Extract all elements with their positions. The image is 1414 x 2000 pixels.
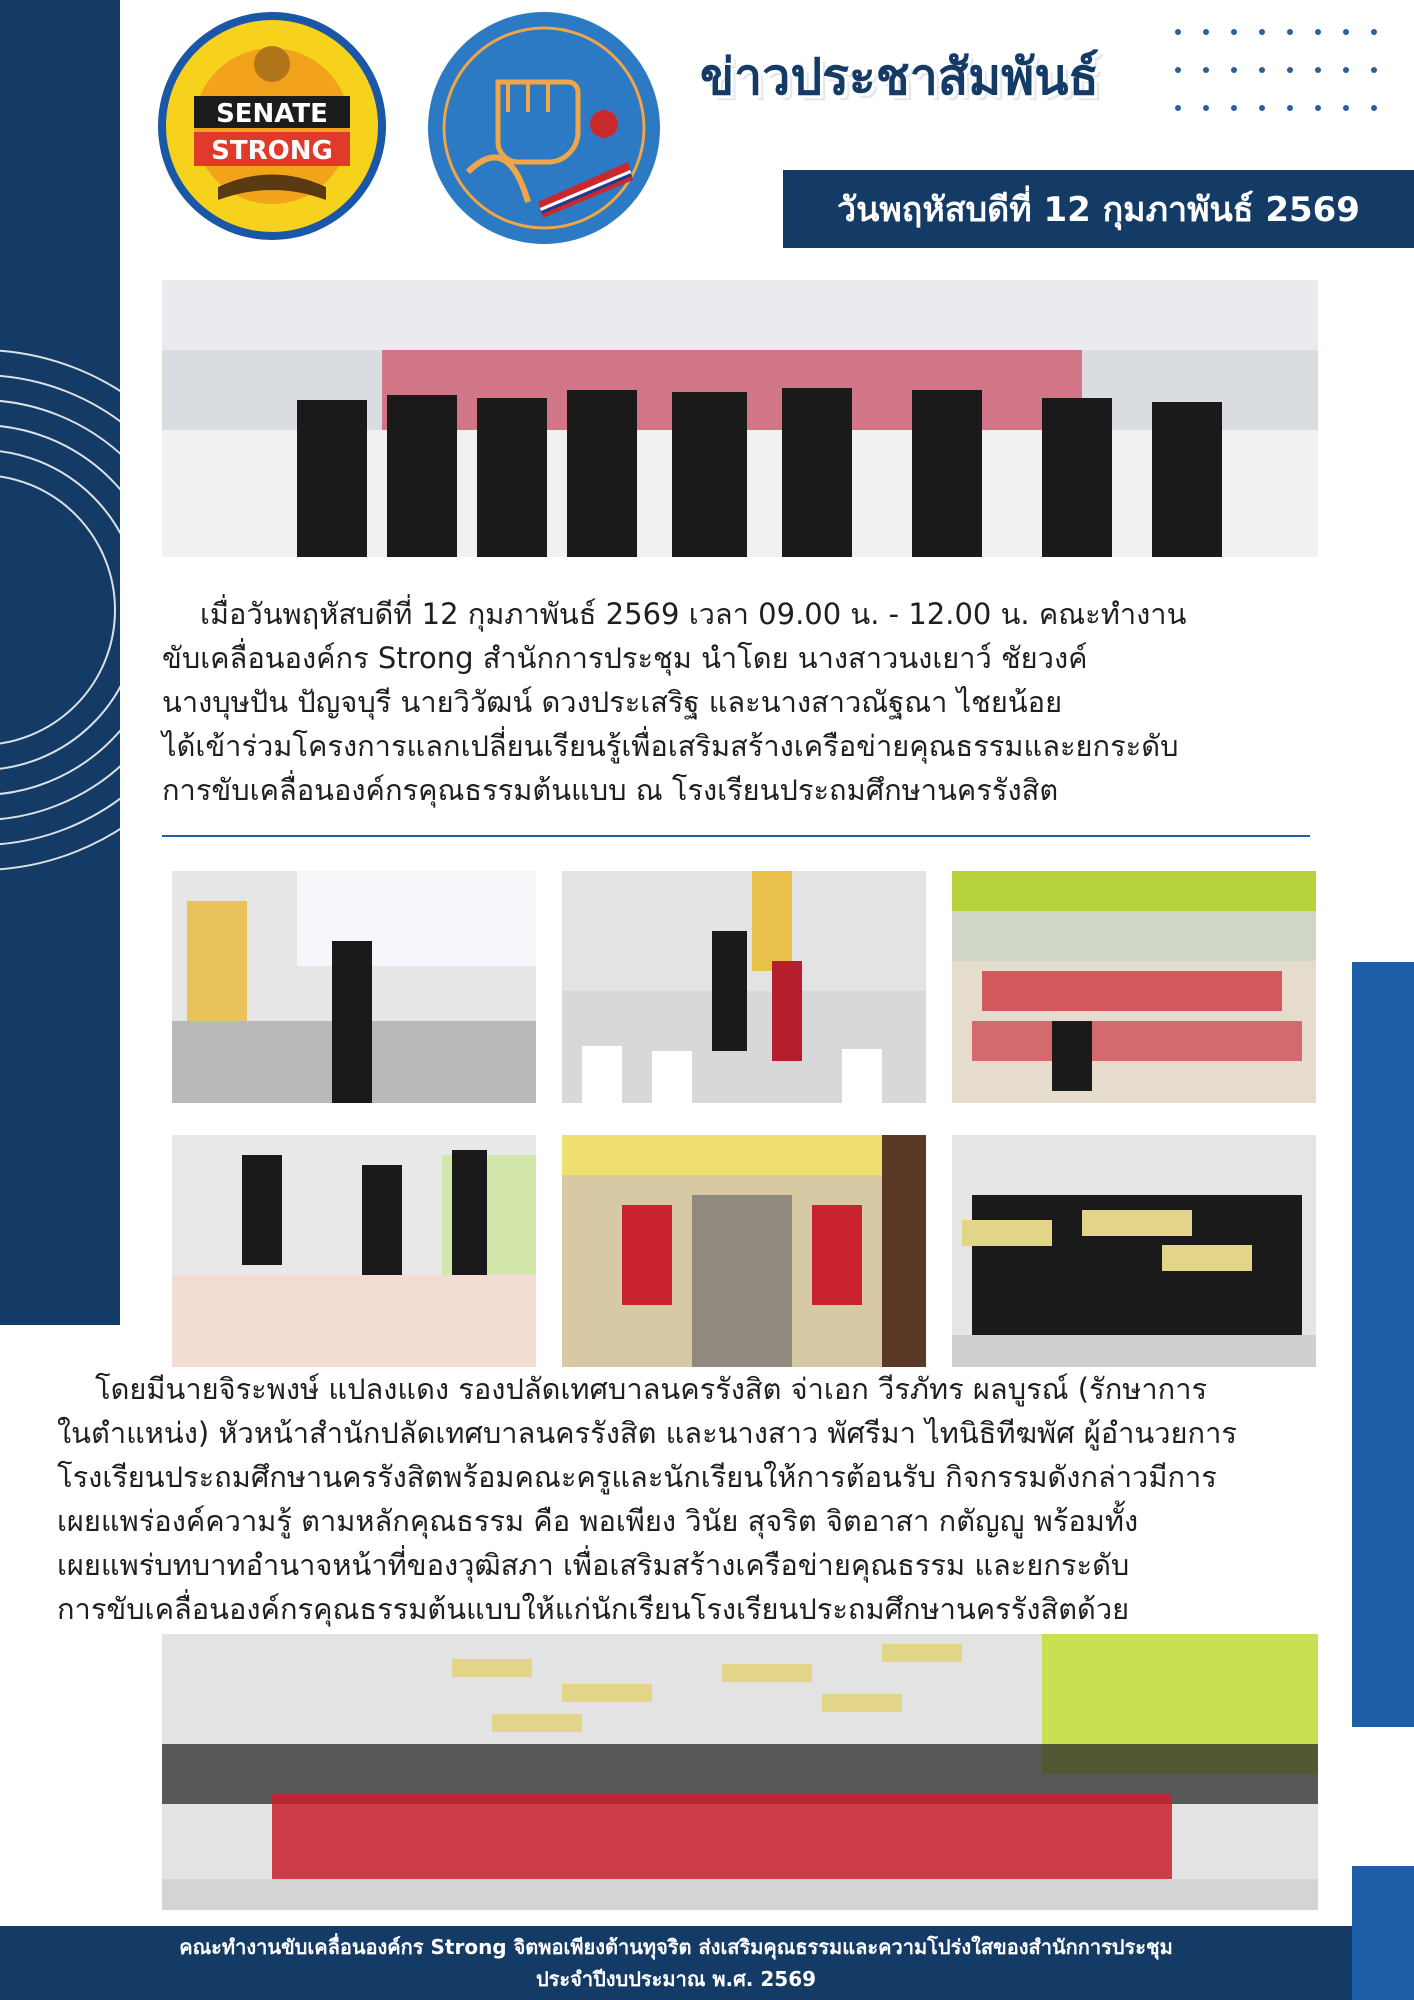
details-paragraph	[57, 1367, 1347, 1631]
group-photo-top	[162, 280, 1318, 557]
svg-text:STRONG: STRONG	[211, 136, 333, 166]
photo-hallway-students	[562, 1135, 926, 1367]
details-line-1: โดยมีนายจิระพงษ์ แปลงแดง รองปลัดเทศบาลนครรังสิต จ่าเอก วีรภัทร ผลบูรณ์ (รักษาการ	[95, 1372, 1208, 1406]
photo-speaker	[172, 871, 536, 1103]
details-line-3: โรงเรียนประถมศึกษานครรังสิตพร้อมคณะครูและนักเรียนให้การต้อนรับ กิจกรรมดังกล่าวมีการ	[57, 1460, 1217, 1494]
photo-stage-students	[562, 871, 926, 1103]
intro-line-3: นางบุษปัน ปัญจบุรี นายวิวัฒน์ ดวงประเสริฐ และนางสาวณัฐณา ไชยน้อย	[162, 685, 1063, 719]
intro-line-4: ได้เข้าร่วมโครงการแลกเปลี่ยนเรียนรู้เพื่อเสริมสร้างเครือข่ายคุณธรรมและยกระดับ	[162, 729, 1179, 763]
senate-strong-logo	[158, 12, 386, 240]
intro-paragraph	[162, 592, 1342, 812]
details-line-5: เผยแพร่บทบาทอำนาจหน้าที่ของวุฒิสภา เพื่อเสริมสร้างเครือข่ายคุณธรรม และยกระดับ	[57, 1548, 1130, 1582]
photo-students-hands	[172, 1135, 536, 1367]
details-line-4: เผยแพร่องค์ความรู้ ตามหลักคุณธรรม คือ พอเพียง วินัย สุจริต จิตอาสา กตัญญู พร้อมทั้ง	[57, 1504, 1139, 1538]
footer-banner	[0, 1926, 1352, 2000]
group-photo-bottom	[162, 1634, 1318, 1910]
decorative-arcs	[0, 330, 130, 890]
svg-text:SENATE: SENATE	[216, 99, 328, 129]
section-divider	[162, 835, 1310, 837]
right-decorative-bar	[1352, 962, 1414, 1727]
right-decorative-bar-bottom	[1352, 1866, 1414, 2000]
intro-line-2: ขับเคลื่อนองค์กร Strong สำนักการประชุม นำโดย นางสาวนงเยาว์ ชัยวงค์	[162, 641, 1088, 675]
strong-fist-logo	[428, 12, 660, 244]
intro-line-1: เมื่อวันพฤหัสบดีที่ 12 กุมภาพันธ์ 2569 เวลา 09.00 น. - 12.00 น. คณะทำงาน	[200, 597, 1187, 631]
date-banner	[783, 170, 1414, 248]
details-line-2: ในตำแหน่ง) หัวหน้าสำนักปลัดเทศบาลนครรังสิต และนางสาว พัศรีมา ไทนิธิทีฆพัศ ผู้อำนวยการ	[57, 1416, 1237, 1450]
date-text: วันพฤหัสบดีที่ 12 กุมภาพันธ์ 2569	[837, 190, 1360, 230]
footer-line-1: คณะทำงานขับเคลื่อนองค์กร Strong จิตพอเพียงต้านทุจริต ส่งเสริมคุณธรรมและความโปร่งใสของสำนักการประชุม	[179, 1935, 1173, 1959]
photo-staff-signs	[952, 1135, 1316, 1367]
intro-line-5: การขับเคลื่อนองค์กรคุณธรรมต้นแบบ ณ โรงเรียนประถมศึกษานครรังสิต	[162, 773, 1059, 807]
footer-line-2: ประจำปีงบประมาณ พ.ศ. 2569	[535, 1967, 817, 1991]
photo-students-floor	[952, 871, 1316, 1103]
decorative-dot-grid	[1170, 24, 1400, 116]
page-title: ข่าวประชาสัมพันธ์	[700, 48, 1099, 106]
details-line-6: การขับเคลื่อนองค์กรคุณธรรมต้นแบบให้แก่นักเรียนโรงเรียนประถมศึกษานครรังสิตด้วย	[57, 1592, 1130, 1626]
